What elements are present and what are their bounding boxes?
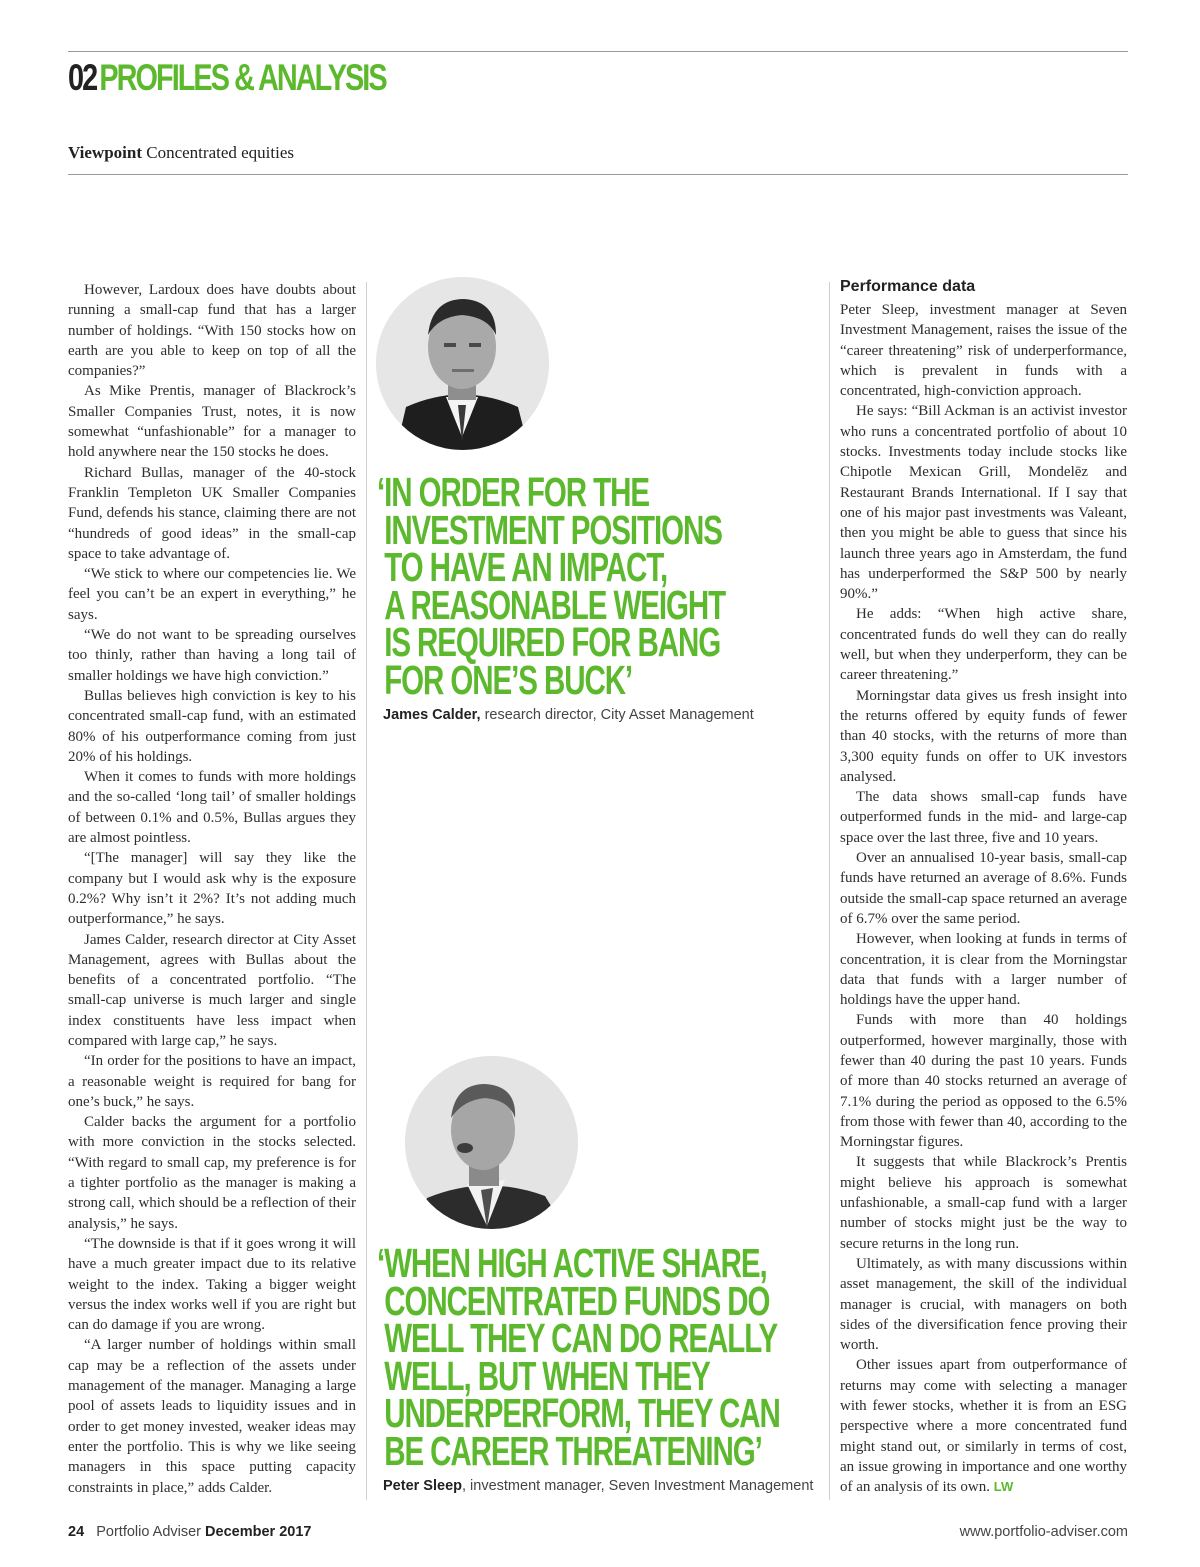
right-paragraph: Over an annualised 10-year basis, small-cap funds have returned an average of 8.6%. Funds outside the small-cap space returned an average of 6.7% over the same period. [840, 850, 1127, 927]
left-paragraph: “We stick to where our competencies lie. We feel you can’t be an expert in everything,” he says. [68, 566, 356, 623]
pull-quote-line: WELL THEY CAN DO REALLY [384, 1315, 778, 1361]
left-column [68, 280, 356, 1498]
right-paragraph: Funds with more than 40 holdings outperformed, however marginally, those with fewer than 40 during the past 10 years. Funds of more than 40 stocks returned an average of 7.1% during the period as opposed to the 6.5% from those with fewer than 40, according to the Morningstar figures. [840, 1012, 1127, 1151]
footer-left [68, 1524, 311, 1540]
footer-url[interactable]: www.portfolio-adviser.com [959, 1524, 1128, 1540]
left-paragraph: When it comes to funds with more holdings and the so-called ‘long tail’ of smaller holdings of between 0.1% and 0.5%, Bullas argues they are almost pointless. [68, 769, 356, 847]
right-paragraph: However, when looking at funds in terms of concentration, it is clear from the Morningstar data that funds with a larger number of holdings have the upper hand. [840, 931, 1127, 1009]
pull-quote-line: BE CAREER THREATENING’ [384, 1427, 762, 1474]
right-paragraph: He says: “Bill Ackman is an activist investor who runs a concentrated portfolio of about 10 stocks. Investments today include stocks like Chipotle Mexican Grill, Mondelēz and Restaurant Brands International. If I say that one of his major past investments was Valeant, then you might be able to guess that since his launch three years ago in Amsterdam, the fund has underperformed the S&P 500 by nearly 90%.” [840, 403, 1127, 603]
pull-quote-line: A REASONABLE WEIGHT [384, 581, 726, 628]
pull-quote-line: ‘WHEN HIGH ACTIVE SHARE, [377, 1240, 767, 1286]
pull-quote-line: INVESTMENT POSITIONS [384, 506, 722, 553]
pull-quote-line: ‘IN ORDER FOR THE [377, 469, 649, 515]
portrait-james-calder-image [376, 277, 549, 450]
left-paragraph: Calder backs the argument for a portfolio with more conviction in the stocks selected. “With regard to small cap, my preference is for a tighter portfolio as the manager is making a strong call, which should be a reflection of their analysis,” he says. [68, 1114, 356, 1232]
pull-quote-line: CONCENTRATED FUNDS DO [384, 1277, 770, 1324]
right-paragraph: It suggests that while Blackrock’s Prentis might believe his approach is somewhat unfashionable, a small-cap fund with a larger number of stocks might just be the way to secure returns in the long run. [840, 1154, 1127, 1252]
right-paragraph: He adds: “When high active share, concentrated funds do well they can do really well, but when they underperform, they can be career threatening.” [840, 606, 1127, 684]
left-paragraph: “A larger number of holdings within small cap may be a reflection of the assets under management of the manager. Managing a large pool of assets leads to liquidity issues and in order to get money invested, weaker ideas may enter the portfolio. This is why we like seeing managers in this space putting capacity constraints in place,” adds Calder. [68, 1337, 356, 1496]
left-paragraph: “The downside is that if it goes wrong it will have a much greater impact due to its relative weight to the index. Taking a bigger weight versus the index works well if you are right but can do damage if you are wrong. [68, 1235, 356, 1334]
left-paragraph: “In order for the positions to have an impact, a reasonable weight is required for bang for one’s buck,” he says. [68, 1053, 356, 1110]
pull-quote-calder [377, 469, 726, 703]
column-divider-left [366, 282, 367, 1500]
attribution-name: James Calder, [383, 707, 481, 723]
author-signoff: LW [993, 1479, 1014, 1495]
top-rule [68, 51, 1128, 52]
pull-quote-line: UNDERPERFORM, THEY CAN [384, 1390, 780, 1436]
left-paragraph: “[The manager] will say they like the company but I would ask why is the exposure 0.2%? Why isn’t it 2%? It’s not adding much outperformance,” he says. [68, 850, 356, 928]
left-paragraph: However, Lardoux does have doubts about running a small-cap fund that has a larger number of holdings. “With 150 stocks how on earth are you able to keep on top of all the companies?” [68, 282, 356, 380]
right-paragraph: The data shows small-cap funds have outperformed funds in the mid- and large-cap space over the last three, five and 10 years. [840, 789, 1127, 846]
pull-quote-line: FOR ONE’S BUCK’ [384, 656, 633, 703]
left-paragraph: “We do not want to be spreading ourselves too thinly, rather than having a long tail of smaller holdings we have high conviction.” [68, 627, 356, 684]
pull-quote-line: WELL, BUT WHEN THEY [384, 1352, 710, 1399]
left-paragraph: As Mike Prentis, manager of Blackrock’s Smaller Companies Trust, notes, it is now somewhat “unfashionable” for a manager to hold anywhere near the 150 stocks he does. [68, 383, 356, 461]
left-paragraph: James Calder, research director at City Asset Management, agrees with Bullas about the benefits of a concentrated portfolio. “The small-cap universe is much larger and single index constituents have less impact when compared with large cap,” he says. [68, 931, 356, 1049]
subheading-performance-data: Performance data [840, 278, 976, 295]
column-divider-right [829, 282, 830, 1500]
right-paragraph-text: Other issues apart from outperformance of returns may come with selecting a manager with fewer stocks, whether it is from an ESG perspective where a more concentrated fund might stand out, or similarly in terms of cost, an issue growing in importance and one worthy of an analysis of its own. [840, 1357, 1127, 1496]
pull-quote-line: IS REQUIRED FOR BANG [384, 619, 721, 665]
viewpoint-label: Viewpoint [68, 143, 142, 162]
left-paragraph: Richard Bullas, manager of the 40-stock Franklin Templeton UK Smaller Companies Fund, defends his stance, claiming there are not “hundreds of good ideas” in the small-cap space to take advantage of. [68, 464, 356, 562]
right-paragraph [840, 1355, 1127, 1497]
pull-quote-sleep [377, 1240, 780, 1474]
portrait-peter-sleep [405, 1056, 578, 1229]
pull-quote-line: TO HAVE AN IMPACT, [384, 544, 668, 590]
issue-date: December 2017 [205, 1524, 312, 1540]
attribution-name: Peter Sleep [383, 1478, 462, 1494]
portrait-james-calder [376, 277, 549, 450]
pull-quote-attribution-sleep [383, 1478, 813, 1494]
viewpoint-line [68, 143, 294, 163]
right-column [840, 300, 1127, 1498]
section-header [68, 56, 386, 100]
section-title: PROFILES & ANALYSIS [99, 57, 386, 98]
section-number: 02 [68, 57, 97, 98]
page-number: 24 [68, 1524, 85, 1540]
left-paragraph: Bullas believes high conviction is key to his concentrated small-cap fund, with an estimated 80% of his outperformance coming from just 20% of his holdings. [68, 687, 356, 765]
viewpoint-topic: Concentrated equities [146, 143, 295, 162]
attribution-role: , investment manager, Seven Investment Management [462, 1478, 814, 1494]
right-paragraph: Ultimately, as with many discussions within asset management, the skill of the individual manager is crucial, with managers on both sides of the diversification fence proving their worth. [840, 1255, 1127, 1354]
right-paragraph: Morningstar data gives us fresh insight into the returns offered by equity funds of fewer than 40 stocks, with the returns of more than 3,300 equity funds on offer to UK investors analysed. [840, 687, 1127, 785]
portrait-peter-sleep-image [405, 1056, 578, 1229]
header-rule [68, 174, 1128, 175]
publication-name: Portfolio Adviser [96, 1524, 202, 1540]
attribution-role: research director, City Asset Management [480, 707, 754, 723]
pull-quote-attribution-calder [383, 707, 754, 723]
right-paragraph: Peter Sleep, investment manager at Seven Investment Management, raises the issue of the “career threatening” risk of underperformance, which is prevalent in funds with a concentrated, high-conviction approach. [840, 302, 1127, 400]
